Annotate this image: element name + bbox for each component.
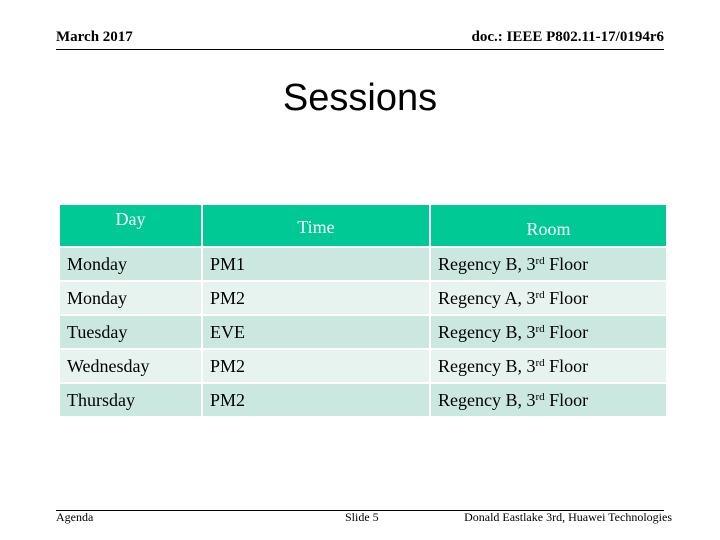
- room-ordinal: rd: [535, 322, 545, 335]
- table-header-row: [60, 205, 666, 247]
- cell-day: Wednesday: [60, 349, 202, 383]
- cell-room: [430, 315, 666, 349]
- cell-time: PM2: [202, 281, 430, 315]
- room-text: Regency B, 3: [438, 355, 536, 376]
- room-ordinal: rd: [535, 390, 545, 403]
- room-ordinal: rd: [535, 356, 545, 369]
- cell-room: [430, 281, 666, 315]
- cell-time: PM2: [202, 349, 430, 383]
- table-row: [60, 281, 666, 315]
- cell-time: PM2: [202, 383, 430, 417]
- room-text: Regency B, 3: [438, 253, 536, 274]
- cell-room: [430, 349, 666, 383]
- room-floor: Floor: [544, 287, 589, 308]
- header-divider: [56, 49, 664, 50]
- cell-day: Tuesday: [60, 315, 202, 349]
- column-header-room: Room: [430, 205, 666, 247]
- cell-day: Thursday: [60, 383, 202, 417]
- table-row: [60, 349, 666, 383]
- room-ordinal: rd: [535, 288, 545, 301]
- cell-time: PM1: [202, 247, 430, 281]
- table-row: [60, 247, 666, 281]
- footer-agenda: Agenda: [56, 510, 94, 524]
- room-text: Regency B, 3: [438, 321, 536, 342]
- slide-title: Sessions: [282, 77, 438, 119]
- room-text: Regency B, 3: [438, 389, 536, 410]
- cell-room: [430, 247, 666, 281]
- slide-number: Slide 5: [345, 510, 379, 524]
- column-header-time: Time: [202, 205, 430, 247]
- cell-room: [430, 383, 666, 417]
- room-ordinal: rd: [535, 254, 545, 267]
- cell-day: Monday: [60, 247, 202, 281]
- room-floor: Floor: [544, 389, 589, 410]
- table-row: [60, 315, 666, 349]
- sessions-table: [60, 205, 666, 418]
- footer-author: Donald Eastlake 3rd, Huawei Technologies: [464, 510, 672, 524]
- cell-time: EVE: [202, 315, 430, 349]
- header-date: March 2017: [56, 29, 133, 45]
- table-row: [60, 383, 666, 417]
- cell-day: Monday: [60, 281, 202, 315]
- room-text: Regency A, 3: [438, 287, 536, 308]
- room-floor: Floor: [544, 321, 589, 342]
- room-floor: Floor: [544, 253, 589, 274]
- room-floor: Floor: [544, 355, 589, 376]
- header-doc-id: doc.: IEEE P802.11-17/0194r6: [471, 29, 664, 45]
- column-header-day: Day: [60, 205, 202, 247]
